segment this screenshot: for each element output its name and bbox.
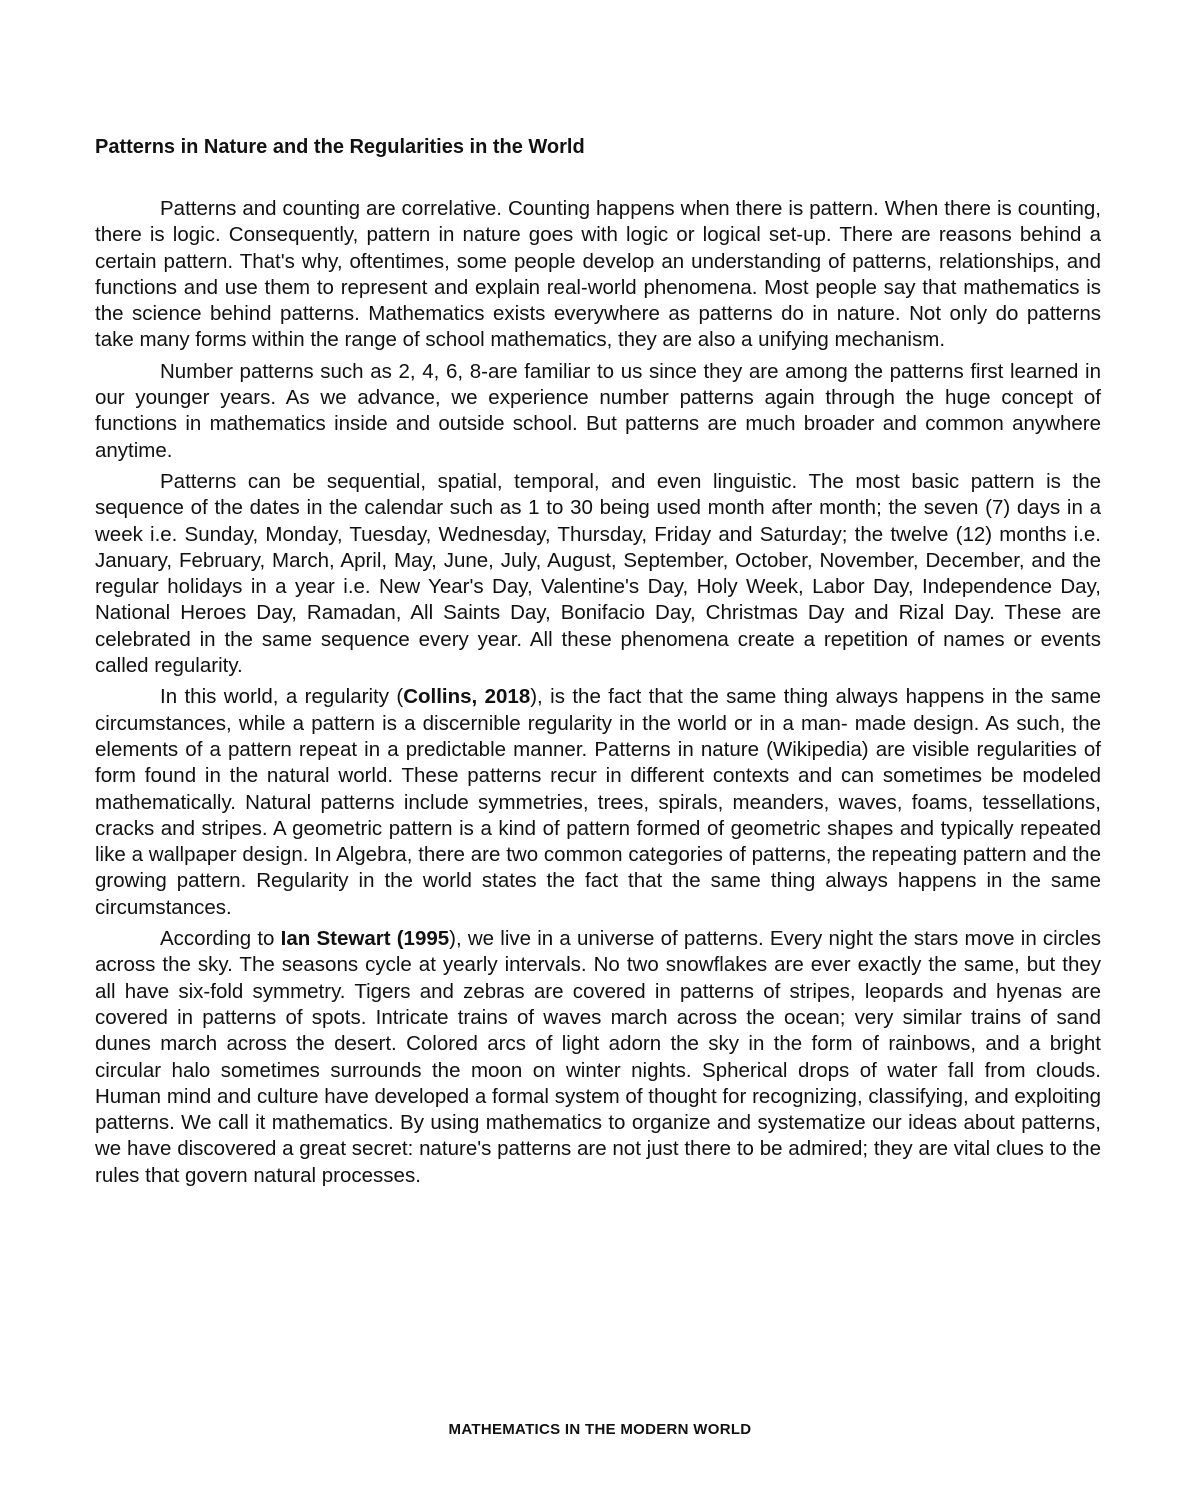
paragraph-text: ), is the fact that the same thing always happens in the same circumstances, while a pattern is a discernible regularity in the world or in a man- made design. As such, the elements of a pattern repeat in a predictable manner. Patterns in nature (Wikipedia) are visible regularities of form found in the natural world. These patterns recur in different contexts and can sometimes be modeled mathematically. Natural patterns include symmetries, trees, spirals, meanders, waves, foams, tessellations, cracks and stripes. A geometric pattern is a kind of pattern formed of geometric shapes and typically repeated like a wallpaper design. In Algebra, there are two common categories of patterns, the repeating pattern and the growing pattern. Regularity in the world states the fact that the same thing always happens in the same circumstances. [95, 685, 1101, 919]
document-body [95, 196, 1101, 1189]
paragraph-text: In this world, a regularity ( [160, 685, 404, 709]
paragraph-text: ), we live in a universe of patterns. Every night the stars move in circles across the sky. The seasons cycle at yearly intervals. No two snowflakes are ever exactly the same, but they all have six-fold symmetry. Tigers and zebras are covered in patterns of stripes, leopards and hyenas are covered in patterns of spots. Intricate trains of waves march across the ocean; very similar trains of sand dunes march across the desert. Colored arcs of light adorn the sky in the form of rainbows, and a bright circular halo sometimes surrounds the moon on winter nights. Spherical drops of water fall from clouds. Human mind and culture have developed a formal system of thought for recognizing, classifying, and exploiting patterns. We call it mathematics. By using mathematics to organize and systematize our ideas about patterns, we have discovered a great secret: nature's patterns are not just there to be admired; they are vital clues to the rules that govern natural processes. [95, 927, 1101, 1187]
paragraph-ian-stewart [95, 926, 1101, 1189]
page-title: Patterns in Nature and the Regularities in the World [95, 136, 585, 158]
paragraph-patterns-and-counting: Patterns and counting are correlative. Counting happens when there is pattern. When there is counting, there is logic. Consequently, pattern in nature goes with logic or logical set-up. There are reasons behind a certain pattern. That's why, oftentimes, some people develop an understanding of patterns, relationships, and functions and use them to represent and explain real-world phenomena. Most people say that mathematics is the science behind patterns. Mathematics exists everywhere as patterns do in nature. Not only do patterns take many forms within the range of school mathematics, they are also a unifying mechanism. [95, 197, 1101, 352]
paragraph-text: According to [160, 927, 281, 951]
citation-collins: Collins, 2018 [403, 685, 531, 709]
paragraph-pattern-types: Patterns can be sequential, spatial, temporal, and even linguistic. The most basic pattern is the sequence of the dates in the calendar such as 1 to 30 being used month after month; the seven (7) days in a week i.e. Sunday, Monday, Tuesday, Wednesday, Thursday, Friday and Saturday; the twelve (12) months i.e. January, February, March, April, May, June, July, August, September, October, November, December, and the regular holidays in a year i.e. New Year's Day, Valentine's Day, Holy Week, Labor Day, Independence Day, National Heroes Day, Ramadan, All Saints Day, Bonifacio Day, Christmas Day and Rizal Day. These are celebrated in the same sequence every year. All these phenomena create a repetition of names or events called regularity. [95, 469, 1101, 678]
citation-ian-stewart: Ian Stewart (1995 [280, 927, 450, 951]
paragraph-number-patterns: Number patterns such as 2, 4, 6, 8-are familiar to us since they are among the patterns first learned in our younger years. As we advance, we experience number patterns again through the huge concept of functions in mathematics inside and outside school. But patterns are much broader and common anywhere anytime. [95, 359, 1101, 462]
page-footer: MATHEMATICS IN THE MODERN WORLD [448, 1421, 752, 1438]
paragraph-regularity [95, 684, 1101, 921]
